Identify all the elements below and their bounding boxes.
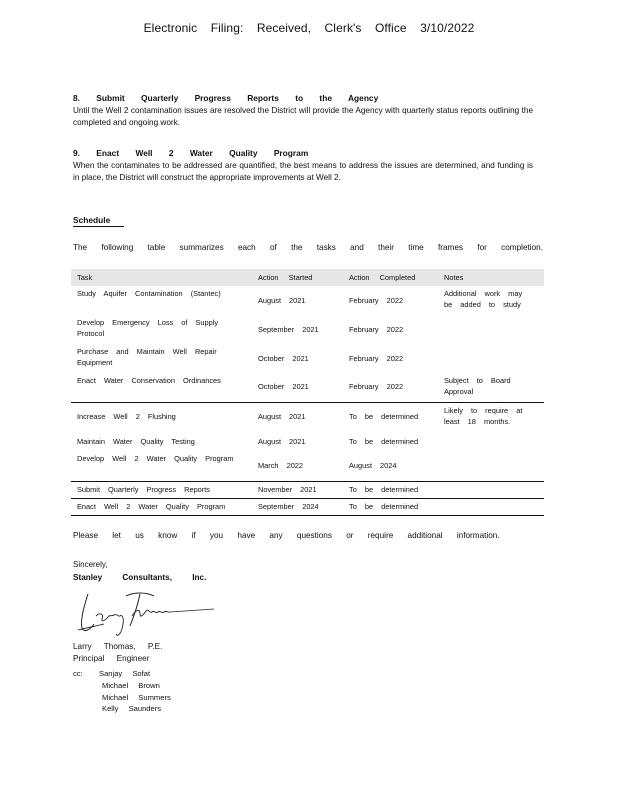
row-completed: February 2022 [349,353,404,363]
table-row [71,344,544,373]
section-9-title: 9. Enact Well 2 Water Quality Program [73,148,309,158]
row-started: November 2021 [252,481,343,498]
cc-name: Sanjay Sofat [99,669,151,678]
row-notes: Likely to require at least 18 months. [438,402,544,432]
row-notes [438,315,544,344]
col-header-task: Task [71,269,252,286]
row-notes [438,481,544,498]
signer-title: Principal Engineer [73,654,150,663]
cc-label: cc: [73,669,83,678]
row-notes: Subject to Board Approval [444,376,511,396]
row-task: Develop Well 2 Water Quality Program [77,454,234,463]
row-completed: To be determined [349,436,419,446]
schedule-table [71,269,544,516]
row-notes [438,344,544,373]
sincerely: Sincerely, [73,560,108,569]
section-9-body: When the contaminates to be addressed are quantified, the best means to address the issues are determined, and funding is in place, the District will construct the appropriate improvements at Well 2. [73,161,533,182]
row-started: March 2022 [258,460,304,470]
closing-request: Please let us know if you have any questions or require additional information. [73,531,500,540]
row-completed: To be determined [343,402,438,432]
col-header-notes: Notes [438,269,544,286]
cc-name: Kelly Saunders [102,704,162,714]
row-task: Purchase and Maintain Well Repair Equipment [77,347,217,367]
table-row [71,432,544,451]
row-started: October 2021 [258,353,309,363]
schedule-heading: Schedule [73,215,124,227]
row-task: Submit Quarterly Progress Reports [71,481,252,498]
row-notes [438,451,544,481]
table-row [71,315,544,344]
schedule-intro: The following table summarizes each of the tasks and their time frames for completion. [73,243,543,252]
table-row [71,402,544,432]
cc-names [99,668,299,715]
row-notes [438,432,544,451]
row-notes [438,498,544,515]
signer-name: Larry Thomas, P.E. [73,642,163,651]
row-started: September 2021 [258,324,319,334]
row-task: Maintain Water Quality Testing [77,436,195,446]
section-8-body: Until the Well 2 contamination issues are resolved the District will provide the Agency with quarterly status reports outlining the completed and ongoing work. [73,106,533,127]
row-started: August 2021 [258,436,306,446]
table-row [71,481,544,498]
row-task: Increase Well 2 Flushing [71,402,252,432]
row-started: September 2024 [252,498,343,515]
row-completed: To be determined [343,498,438,515]
row-started: August 2021 [252,402,343,432]
col-header-started: Action Started [252,269,343,286]
table-row [71,286,544,315]
signature-image [74,586,219,638]
row-task: Enact Well 2 Water Quality Program [71,498,252,515]
row-completed: February 2022 [349,295,404,305]
company-name: Stanley Consultants, Inc. [73,573,207,582]
table-row [71,373,544,402]
col-header-completed: Action Completed [343,269,438,286]
cc-name: Michael Summers [102,692,171,702]
signer-block [73,641,162,665]
cc-name: Michael Brown [102,680,160,690]
table-header-row [71,269,544,286]
row-completed: February 2022 [349,382,404,392]
table-row [71,498,544,515]
row-notes: Additional work may be added to study [444,289,523,309]
row-completed: To be determined [343,481,438,498]
row-task: Study Aquifer Contamination (Stantec) [77,289,221,298]
row-started: August 2021 [258,295,306,305]
row-started: October 2021 [258,382,309,392]
section-8-title: 8. Submit Quarterly Progress Reports to the Agency [73,93,379,103]
row-task: Develop Emergency Loss of Supply Protocol [77,318,219,338]
row-completed: February 2022 [349,324,404,334]
row-completed: August 2024 [349,460,397,470]
filing-stamp: Electronic Filing: Received, Clerk's Office 3/10/2022 [143,21,475,35]
table-row [71,451,544,481]
row-task: Enact Water Conservation Ordinances [77,376,221,385]
